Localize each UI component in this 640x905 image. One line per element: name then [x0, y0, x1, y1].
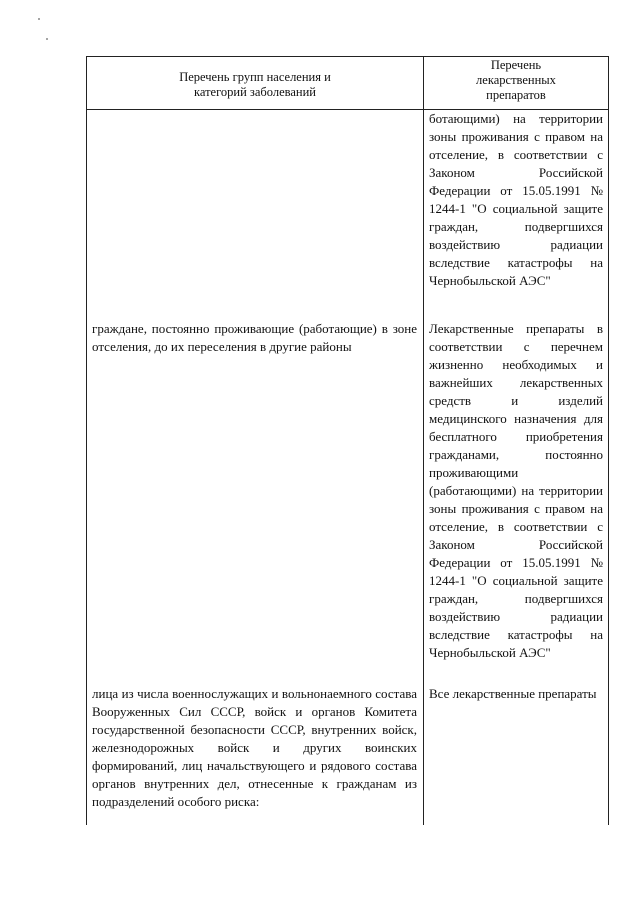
header-col1-line2: категорий заболеваний [193, 85, 316, 99]
population-cell: лица из числа военнослужащих и вольнонаемного состава Вооруженных Сил СССР, войск и органов Комитета государственной безопасности СССР, внутренних войск, железнодорожных войск и других воинских формирований, лиц начальствующего и рядового состава органов внутренних дел, отнесенные к гражданам из подразделений особого риска: [87, 685, 424, 825]
drug-list-table [86, 56, 609, 825]
scan-speck [46, 38, 48, 40]
header-col2-line2: лекарственных [476, 73, 556, 87]
table-header-row [87, 57, 609, 110]
scan-speck [38, 18, 40, 20]
table-row [87, 110, 609, 321]
header-col2-line1: Перечень [490, 58, 542, 72]
header-col-population [87, 57, 424, 110]
drugs-cell: ботающими) на территории зоны проживания с правом на отселение, в соответствии с Законом Российской Федерации от 15.05.1991 № 1244-1 "О социальной защите граждан, подвергшихся воздействию радиации вследствие катастрофы на Чернобыльской АЭС" [424, 110, 609, 321]
header-col2-line3: препаратов [486, 88, 546, 102]
header-col1-line1: Перечень групп населения и [179, 70, 331, 84]
population-cell: граждане, постоянно проживающие (работающие) в зоне отселения, до их переселения в другие районы [87, 320, 424, 685]
table-row [87, 320, 609, 685]
table-row [87, 685, 609, 825]
population-cell [87, 110, 424, 321]
header-col-drugs [424, 57, 609, 110]
drugs-cell: Все лекарственные препараты [424, 685, 609, 825]
drugs-cell: Лекарственные препараты в соответствии с перечнем жизненно необходимых и важнейших лекарственных средств и изделий медицинского назначения для бесплатного приобретения гражданами, постоянно проживающими (работающими) на территории зоны проживания с правом на отселение, в соответствии с Законом Российской Федерации от 15.05.1991 № 1244-1 "О социальной защите граждан, подвергшихся воздействию радиации вследствие катастрофы на Чернобыльской АЭС" [424, 320, 609, 685]
